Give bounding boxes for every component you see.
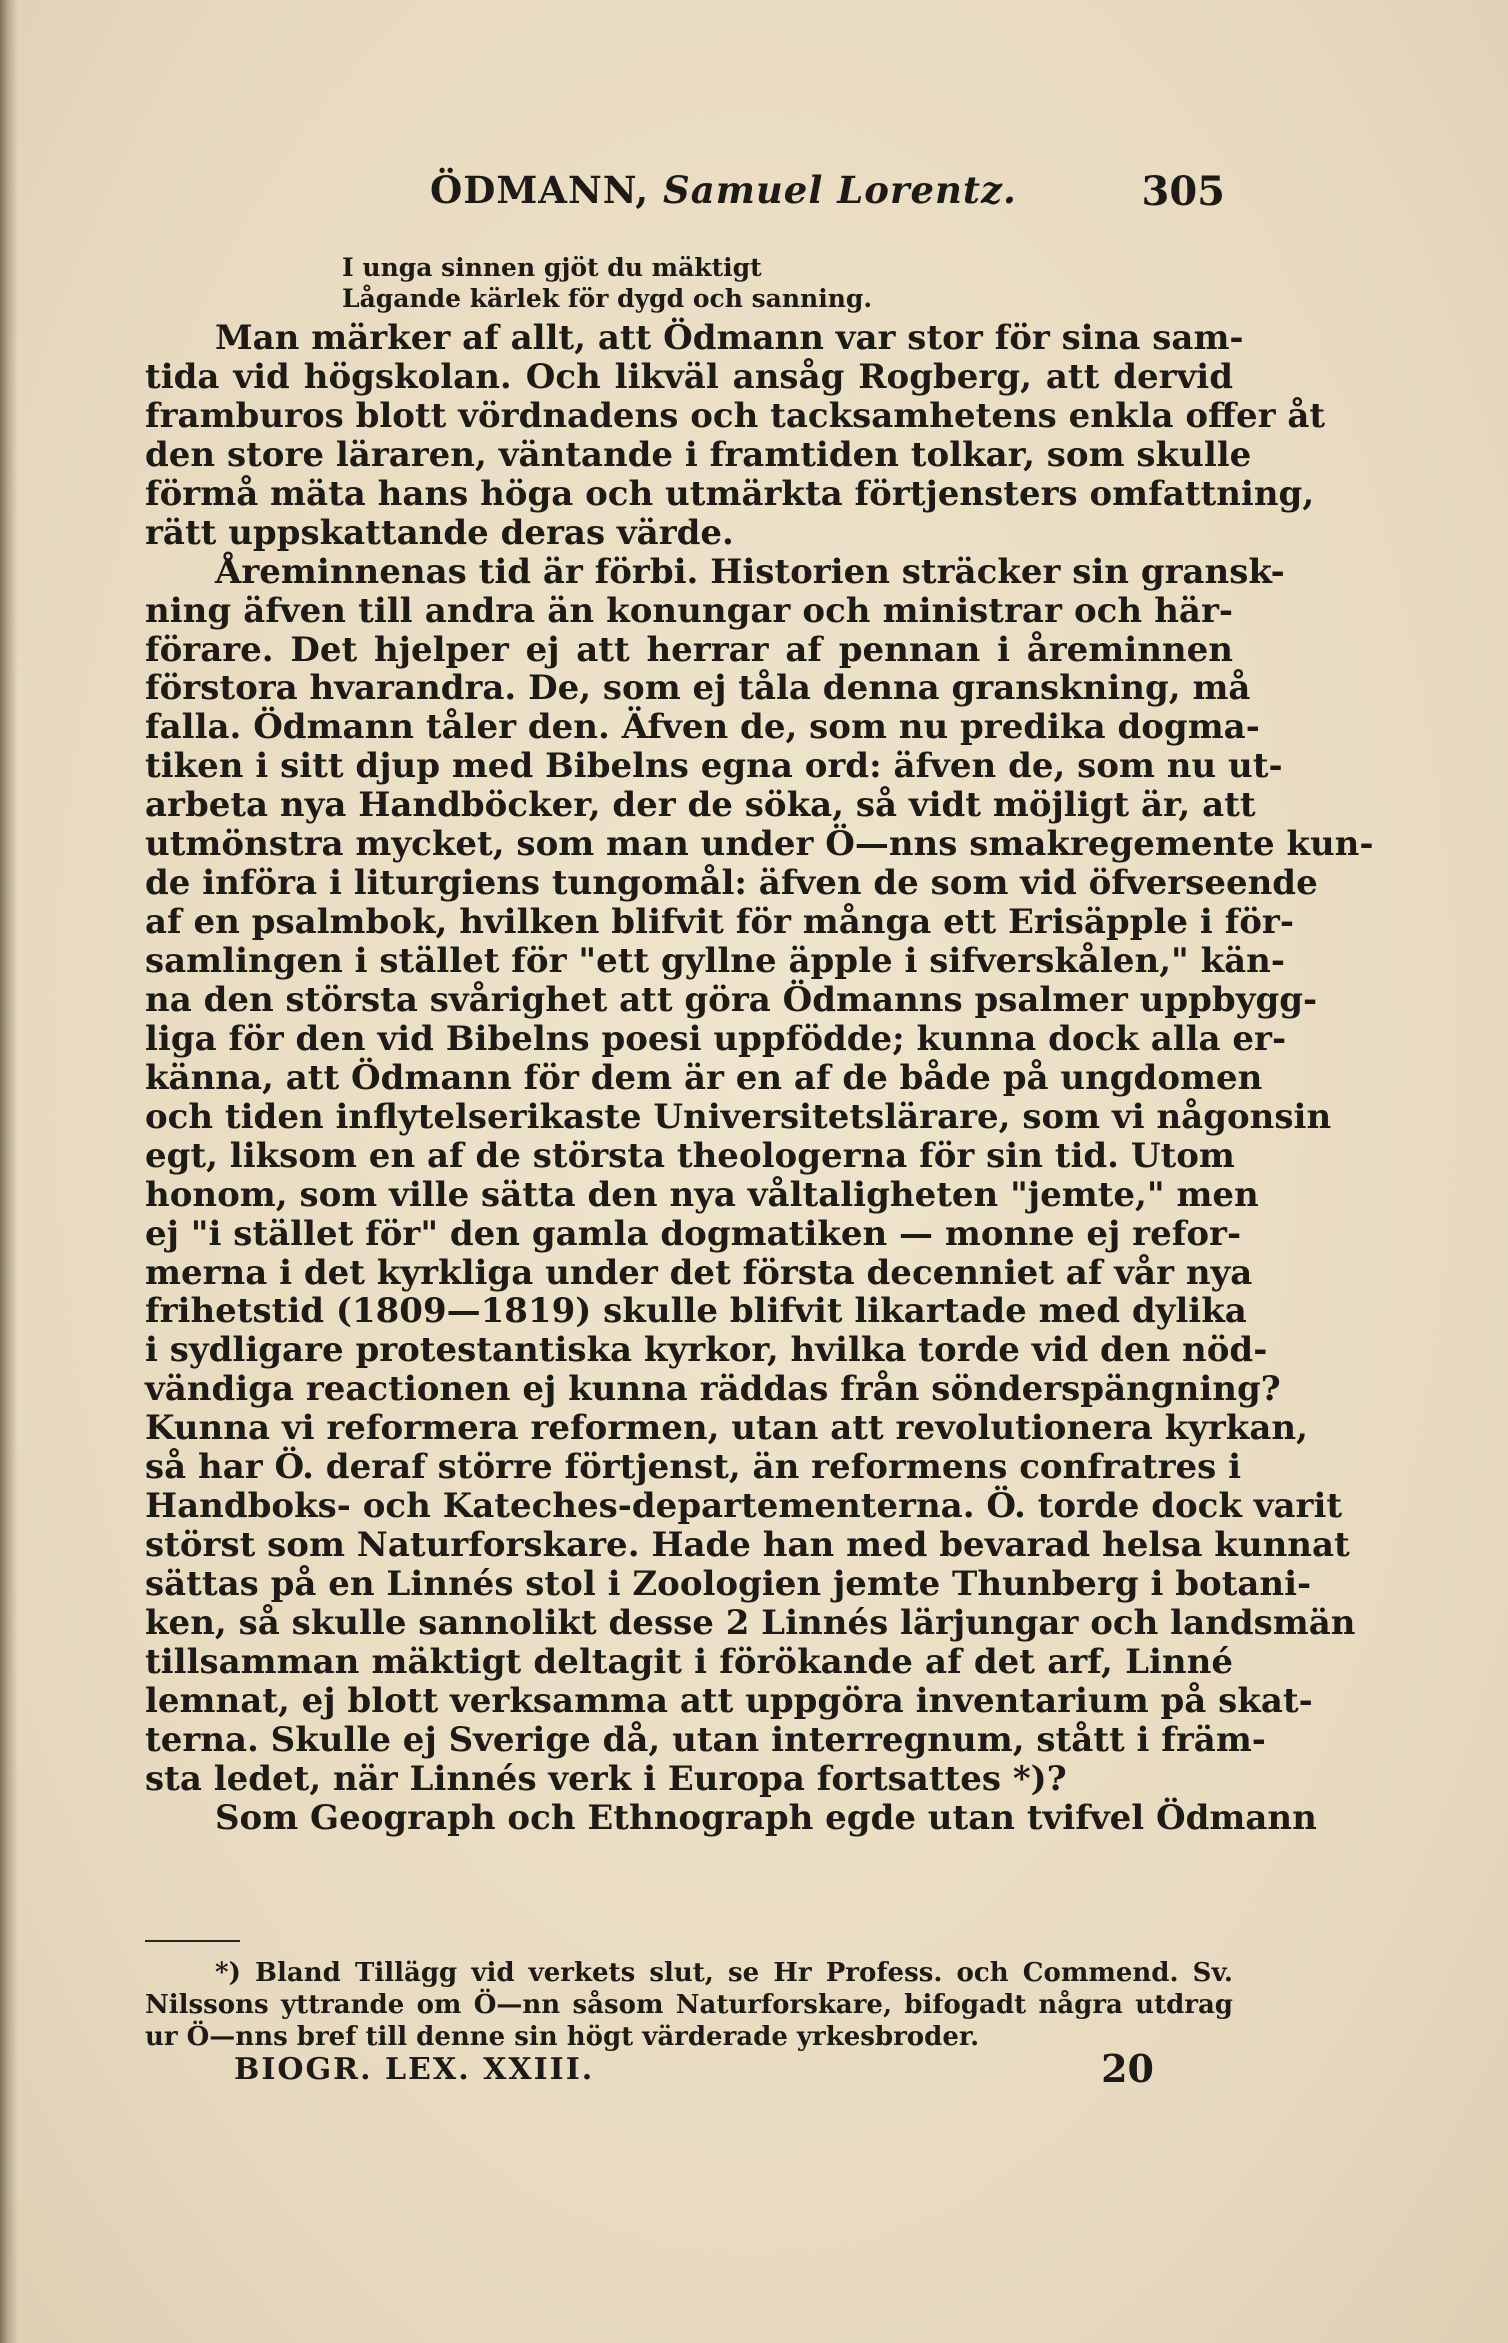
- text-line: frihetstid (1809—1819) skulle blifvit likartade med dylika: [145, 1291, 1247, 1332]
- text-line: rätt uppskattande deras värde.: [145, 512, 734, 553]
- text-line: vändiga reactionen ej kunna räddas från sönderspängning?: [145, 1369, 1281, 1410]
- verse-line: I unga sinnen gjöt du mäktigt: [342, 253, 762, 282]
- running-head-author: ÖDMANN,: [430, 168, 650, 212]
- text-line: tida vid högskolan. Och likväl ansåg Rogberg, att dervid: [145, 356, 1233, 397]
- text-line: sta ledet, när Linnés verk i Europa fortsattes *)?: [145, 1758, 1067, 1799]
- text-line: Som Geograph och Ethnograph egde utan tvifvel Ödmann: [215, 1797, 1317, 1838]
- text-line: egt, liksom en af de största theologerna för sin tid. Utom: [145, 1135, 1235, 1176]
- text-line: terna. Skulle ej Sverige då, utan interregnum, stått i främ-: [145, 1719, 1266, 1760]
- text-line: Man märker af allt, att Ödmann var stor för sina sam-: [215, 318, 1244, 358]
- text-line: så har Ö. deraf större förtjenst, än reformens confratres i: [145, 1447, 1242, 1488]
- text-line: tillsamman mäktigt deltagit i förökande af det arf, Linné: [145, 1641, 1233, 1682]
- text-line: de införa i liturgiens tungomål: äfven de som vid öfverseende: [145, 863, 1318, 904]
- running-head-name: Samuel Lorentz.: [663, 168, 1017, 212]
- running-head: [145, 168, 1235, 228]
- page-number: 305: [1141, 168, 1225, 215]
- text-line: den store läraren, väntande i framtiden tolkar, som skulle: [145, 434, 1252, 475]
- footnote-rule: [145, 1940, 240, 1942]
- text-line: Kunna vi reformera reformen, utan att revolutionera kyrkan,: [145, 1408, 1308, 1449]
- text-line: sättas på en Linnés stol i Zoologien jemte Thunberg i botani-: [145, 1564, 1312, 1604]
- verse-quote: [342, 252, 1042, 314]
- text-line: känna, att Ödmann för dem är en af de både på ungdomen: [145, 1057, 1263, 1098]
- text-line: framburos blott vördnadens och tacksamhetens enkla offer åt: [145, 395, 1326, 436]
- text-line: förmå mäta hans höga och utmärkta förtjensters omfattning,: [145, 473, 1315, 514]
- text-line: Handboks- och Kateches-departementerna. Ö. torde dock varit: [145, 1486, 1343, 1527]
- footnote-line: Nilssons yttrande om Ö—nn såsom Naturforskare, bifogadt några utdrag: [145, 1990, 1233, 2020]
- text-line: lemnat, ej blott verksamma att uppgöra inventarium på skat-: [145, 1680, 1313, 1721]
- text-line: af en psalmbok, hvilken blifvit för många ett Erisäpple i för-: [145, 902, 1294, 943]
- text-line: samlingen i stället för "ett gyllne äpple i sifverskålen," kän-: [145, 941, 1285, 981]
- running-head-title: [430, 168, 1017, 212]
- signature-number: 20: [1101, 2046, 1154, 2091]
- footnote-line: *) Bland Tillägg vid verkets slut, se Hr Profess. och Commend. Sv.: [215, 1958, 1233, 1988]
- text-line: förstora hvarandra. De, som ej tåla denna granskning, må: [145, 668, 1251, 709]
- text-line: tiken i sitt djup med Bibelns egna ord: äfven de, som nu ut-: [145, 746, 1283, 787]
- text-line: honom, som ville sätta den nya våltaligheten "jemte," men: [145, 1174, 1259, 1215]
- text-line: utmönstra mycket, som man under Ö—nns smakregemente kun-: [145, 824, 1374, 865]
- text-line: förare. Det hjelper ej att herrar af pennan i åreminnen: [145, 629, 1233, 670]
- footnote-line: ur Ö—nns bref till denne sin högt värderade yrkesbroder.: [145, 2022, 980, 2052]
- text-line: liga för den vid Bibelns poesi uppfödde; kunna dock alla er-: [145, 1018, 1287, 1059]
- text-line: ken, så skulle sannolikt desse 2 Linnés lärjungar och landsmän: [145, 1602, 1356, 1643]
- text-line: Åreminnenas tid är förbi. Historien sträcker sin gransk-: [215, 551, 1285, 592]
- text-line: störst som Naturforskare. Hade han med bevarad helsa kunnat: [145, 1525, 1350, 1566]
- text-line: merna i det kyrkliga under det första decenniet af vår nya: [145, 1252, 1253, 1293]
- text-line: i sydligare protestantiska kyrkor, hvilka torde vid den nöd-: [145, 1330, 1268, 1371]
- text-line: na den största svårighet att göra Ödmanns psalmer uppbygg-: [145, 979, 1318, 1020]
- body-text: [145, 318, 1374, 1838]
- text-line: ning äfven till andra än konungar och ministrar och här-: [145, 590, 1233, 631]
- text-line: falla. Ödmann tåler den. Äfven de, som nu predika dogma-: [145, 707, 1260, 748]
- text-line: och tiden inflytelserikaste Universitetslärare, som vi någonsin: [145, 1096, 1332, 1137]
- text-line: arbeta nya Handböcker, der de söka, så vidt möjligt är, att: [145, 785, 1256, 826]
- text-line: ej "i stället för" den gamla dogmatiken — monne ej refor-: [145, 1213, 1242, 1254]
- page-edge-shadow: [0, 0, 18, 2343]
- signature-line: [234, 2046, 1154, 2102]
- verse-line: Lågande kärlek för dygd och sanning.: [342, 284, 873, 313]
- footnote: [145, 1957, 1233, 2053]
- signature-label: BIOGR. LEX. XXIII.: [234, 2052, 595, 2087]
